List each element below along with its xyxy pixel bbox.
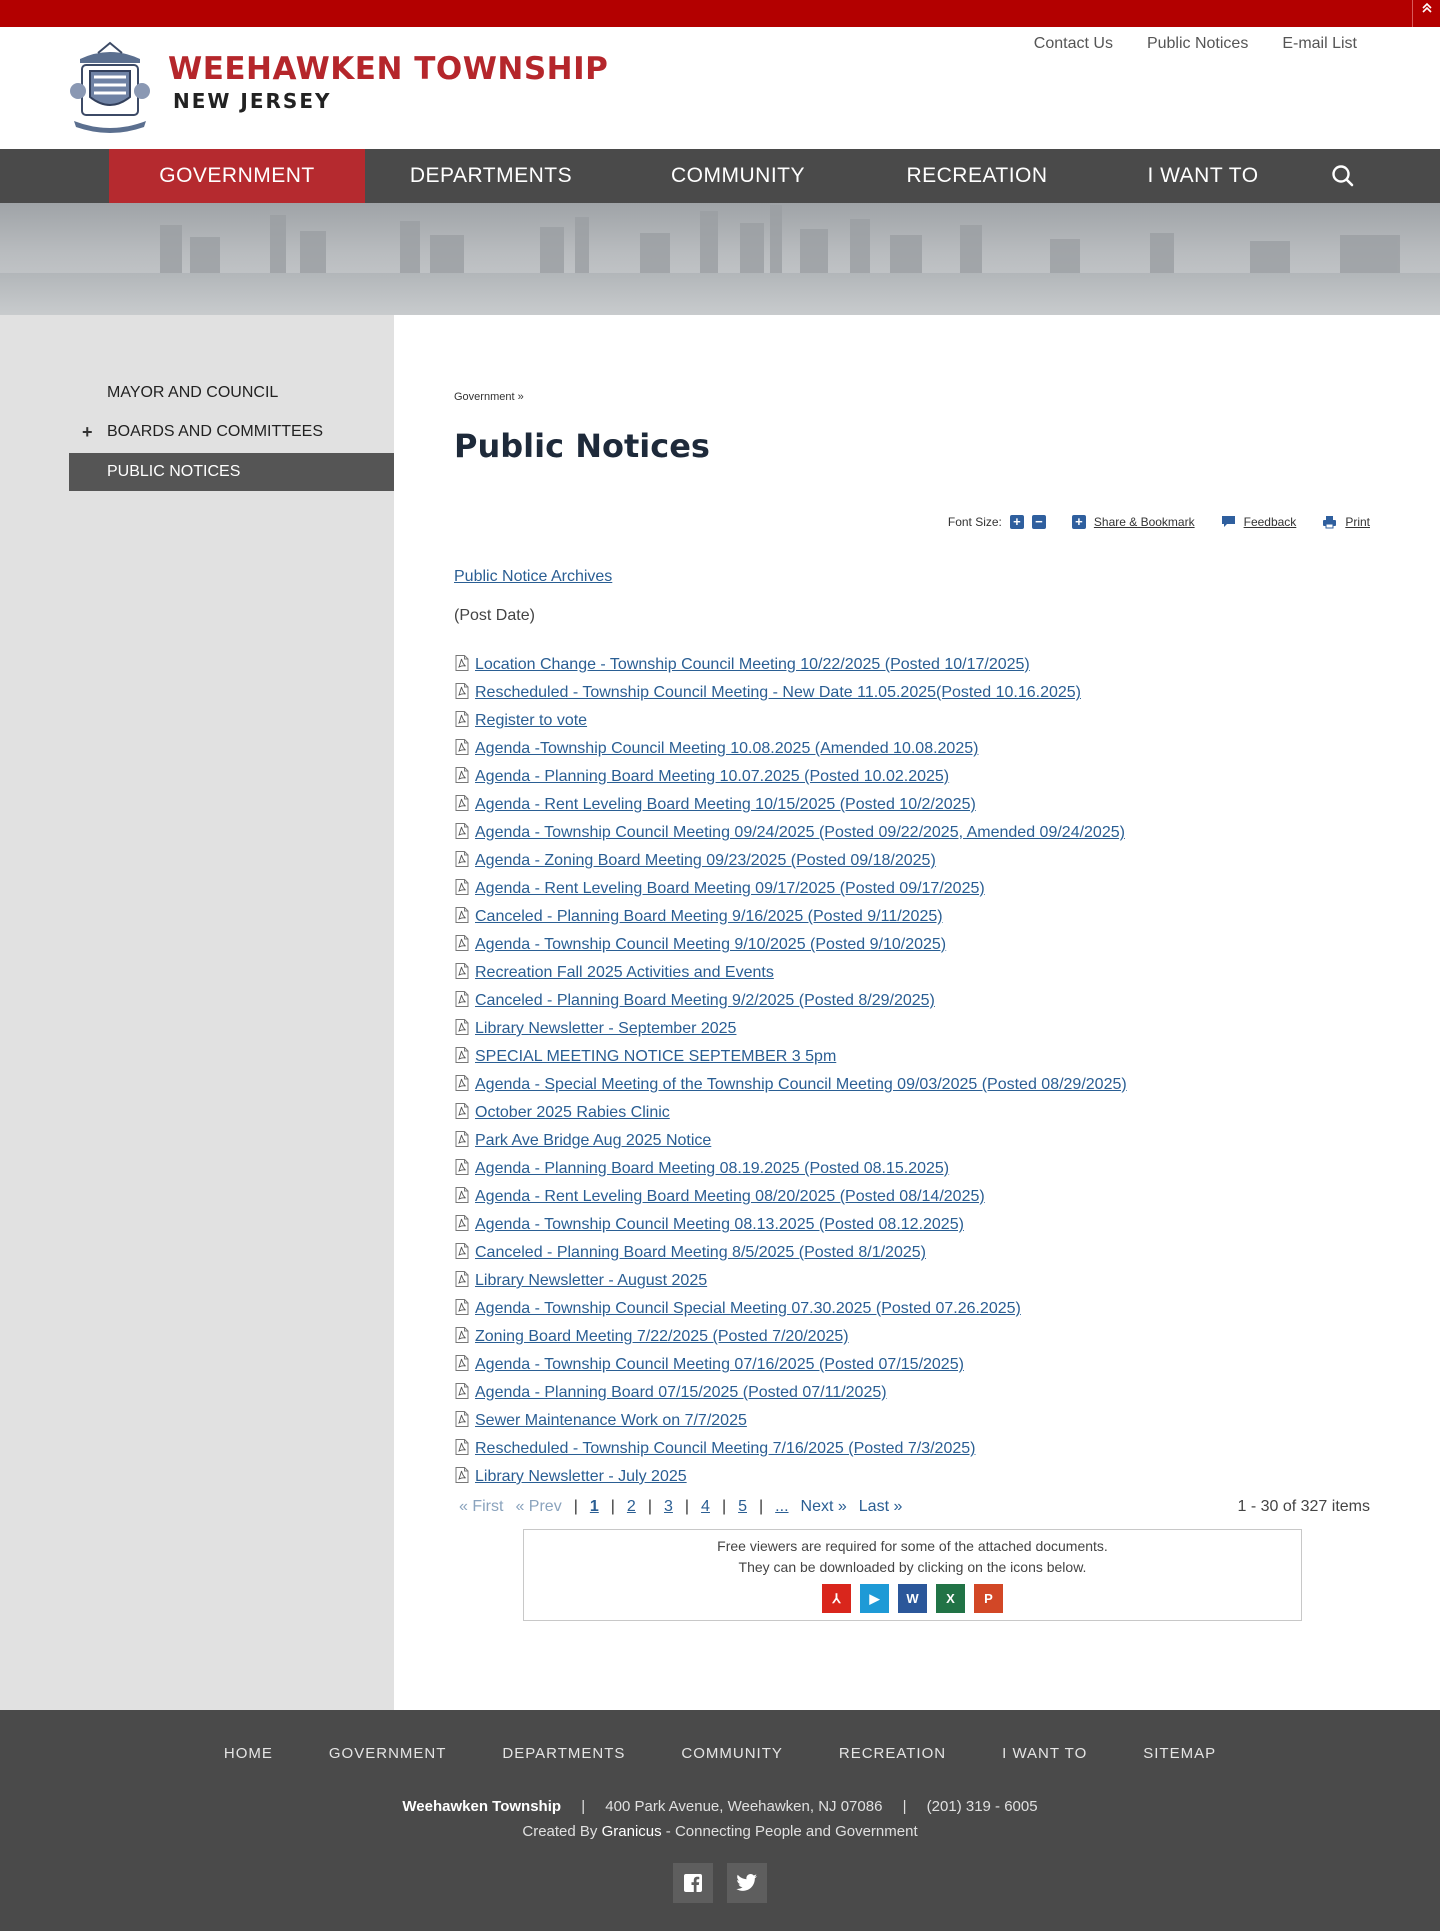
pager-prev: « Prev xyxy=(515,1498,562,1515)
main-navigation xyxy=(0,149,1440,203)
notice-link[interactable]: Agenda - Planning Board Meeting 10.07.2025 (Posted 10.02.2025) xyxy=(475,768,950,785)
pdf-file-icon xyxy=(454,1243,470,1259)
pdf-file-icon xyxy=(454,739,470,755)
pager-separator: | xyxy=(573,1498,578,1515)
footer-link-government[interactable]: GOVERNMENT xyxy=(328,1745,447,1762)
viewers-text-1: Free viewers are required for some of the attached documents. xyxy=(717,1538,1108,1554)
list-item xyxy=(454,1019,1354,1047)
notice-link[interactable]: Park Ave Bridge Aug 2025 Notice xyxy=(475,1132,712,1149)
list-item xyxy=(454,991,1354,1019)
notice-link[interactable]: October 2025 Rabies Clinic xyxy=(475,1104,670,1121)
notice-link[interactable]: Rescheduled - Township Council Meeting - New Date 11.05.2025(Posted 10.16.2025) xyxy=(475,684,1081,701)
pdf-file-icon xyxy=(454,823,470,839)
font-size-label: Font Size: xyxy=(947,515,1002,529)
pdf-file-icon xyxy=(454,1439,470,1455)
notice-link[interactable]: Agenda - Township Council Meeting 07/16/2025 (Posted 07/15/2025) xyxy=(475,1356,964,1373)
media-player-icon[interactable]: ▶ xyxy=(860,1584,889,1613)
pdf-file-icon xyxy=(454,1047,470,1063)
top-bar xyxy=(0,0,1440,27)
pager-ellipsis[interactable]: ... xyxy=(775,1498,789,1515)
notice-link[interactable]: Register to vote xyxy=(475,712,588,729)
share-bookmark-link[interactable]: Share & Bookmark xyxy=(1093,515,1195,529)
list-item xyxy=(454,1075,1354,1103)
font-decrease-icon[interactable]: − xyxy=(1032,515,1046,529)
footer-address: 400 Park Avenue, Weehawken, NJ 07086 xyxy=(605,1798,883,1815)
font-increase-icon[interactable]: + xyxy=(1010,515,1024,529)
notice-link[interactable]: Agenda - Township Council Meeting 9/10/2025 (Posted 9/10/2025) xyxy=(475,936,947,953)
email-list-link[interactable]: E-mail List xyxy=(1282,35,1357,52)
sidebar-item-label: MAYOR AND COUNCIL xyxy=(107,384,279,401)
list-item xyxy=(454,1103,1354,1131)
contact-us-link[interactable]: Contact Us xyxy=(1033,35,1113,52)
pager-next[interactable]: Next » xyxy=(800,1498,847,1515)
sidebar xyxy=(0,315,394,1710)
pager-page-4[interactable]: 4 xyxy=(701,1498,710,1515)
public-notices-link[interactable]: Public Notices xyxy=(1146,35,1249,52)
pdf-file-icon xyxy=(454,907,470,923)
pager-page-3[interactable]: 3 xyxy=(663,1498,673,1515)
list-item xyxy=(454,767,1354,795)
site-subtitle: NEW JERSEY xyxy=(173,89,332,113)
word-viewer-icon[interactable]: W xyxy=(898,1584,927,1613)
sidebar-item-mayor-and-council[interactable] xyxy=(69,374,394,412)
pdf-file-icon xyxy=(454,963,470,979)
pdf-file-icon xyxy=(454,879,470,895)
notice-link[interactable]: SPECIAL MEETING NOTICE SEPTEMBER 3 5pm xyxy=(475,1048,837,1065)
pdf-file-icon xyxy=(454,711,470,727)
list-item xyxy=(454,1439,1354,1467)
footer-contact xyxy=(0,1798,1440,1815)
hero-banner xyxy=(0,203,1440,315)
sidebar-item-public-notices[interactable] xyxy=(69,453,394,491)
notice-link[interactable]: Canceled - Planning Board Meeting 9/16/2025 (Posted 9/11/2025) xyxy=(475,908,943,925)
list-item xyxy=(454,823,1354,851)
footer-link-sitemap[interactable]: SITEMAP xyxy=(1143,1745,1217,1762)
expand-icon[interactable]: + xyxy=(82,422,93,442)
notice-link[interactable]: Agenda -Township Council Meeting 10.08.2025 (Amended 10.08.2025) xyxy=(475,740,979,757)
nav-government[interactable]: GOVERNMENT xyxy=(109,149,365,203)
list-item xyxy=(454,683,1354,711)
list-item xyxy=(454,1131,1354,1159)
notice-link[interactable]: Agenda - Special Meeting of the Township Council Meeting 09/03/2025 (Posted 08/29/2025) xyxy=(475,1076,1127,1093)
pager-separator: | xyxy=(684,1498,690,1515)
pdf-file-icon xyxy=(454,683,470,699)
list-item xyxy=(454,711,1354,739)
list-item xyxy=(454,907,1354,935)
pagination xyxy=(459,1498,902,1516)
footer-phone: (201) 319 - 6005 xyxy=(926,1798,1038,1815)
footer-link-home[interactable]: HOME xyxy=(223,1745,273,1762)
list-item xyxy=(454,739,1354,767)
pdf-file-icon xyxy=(454,1159,470,1175)
excel-viewer-icon[interactable]: X xyxy=(936,1584,965,1613)
footer-link-i-want-to[interactable]: I WANT TO xyxy=(1002,1745,1088,1762)
site-title[interactable]: WEEHAWKEN TOWNSHIP xyxy=(168,51,609,87)
list-item xyxy=(454,1411,1354,1439)
notice-list xyxy=(454,655,1354,1495)
site-header xyxy=(0,27,1440,149)
notice-link[interactable]: Zoning Board Meeting 7/22/2025 (Posted 7/20/2025) xyxy=(475,1328,849,1345)
pager-separator: | xyxy=(759,1498,764,1515)
footer-link-recreation[interactable]: RECREATION xyxy=(838,1745,947,1762)
pdf-file-icon xyxy=(454,1019,470,1035)
pager-last[interactable]: Last » xyxy=(858,1498,903,1515)
footer-separator: | xyxy=(902,1798,907,1815)
pdf-file-icon xyxy=(454,1327,470,1343)
pager-page-2[interactable]: 2 xyxy=(626,1498,636,1515)
pdf-file-icon xyxy=(454,1215,470,1231)
sidebar-item-boards-and-committees[interactable] xyxy=(69,413,394,451)
sidebar-item-label: BOARDS AND COMMITTEES xyxy=(107,423,324,440)
notice-link[interactable]: Agenda - Zoning Board Meeting 09/23/2025 (Posted 09/18/2025) xyxy=(475,852,936,869)
list-item xyxy=(454,1383,1354,1411)
nav-recreation[interactable]: RECREATION xyxy=(906,164,1048,187)
pager-first: « First xyxy=(459,1498,504,1515)
list-item xyxy=(454,1215,1354,1243)
notice-link[interactable]: Agenda - Rent Leveling Board Meeting 10/15/2025 (Posted 10/2/2025) xyxy=(475,796,976,813)
pdf-file-icon xyxy=(454,1383,470,1399)
list-item xyxy=(454,963,1354,991)
list-item xyxy=(454,1467,1354,1495)
pdf-file-icon xyxy=(454,795,470,811)
pdf-file-icon xyxy=(454,1271,470,1287)
print-icon[interactable] xyxy=(1322,515,1337,529)
breadcrumb[interactable]: Government » xyxy=(454,391,524,403)
page-title: Public Notices xyxy=(454,427,710,465)
page-tools xyxy=(948,515,1370,529)
pdf-file-icon xyxy=(454,851,470,867)
notice-link[interactable]: Agenda - Township Council Meeting 08.13.2025 (Posted 08.12.2025) xyxy=(475,1216,964,1233)
notice-link[interactable]: Agenda - Rent Leveling Board Meeting 09/17/2025 (Posted 09/17/2025) xyxy=(475,880,985,897)
footer-created-by: Created By xyxy=(522,1823,598,1840)
footer-link-departments[interactable]: DEPARTMENTS xyxy=(502,1745,626,1762)
notice-link[interactable]: Library Newsletter - August 2025 xyxy=(475,1272,708,1289)
list-item xyxy=(454,1187,1354,1215)
pager-page-1[interactable]: 1 xyxy=(589,1498,599,1515)
nav-departments[interactable]: DEPARTMENTS xyxy=(409,164,573,187)
notice-link[interactable]: Sewer Maintenance Work on 7/7/2025 xyxy=(475,1412,747,1429)
scroll-top-icon[interactable] xyxy=(1412,0,1440,27)
pdf-file-icon xyxy=(454,1467,470,1483)
pdf-file-icon xyxy=(454,1131,470,1147)
pdf-file-icon xyxy=(454,1075,470,1091)
feedback-icon[interactable] xyxy=(1221,515,1236,529)
notice-link[interactable]: Recreation Fall 2025 Activities and Events xyxy=(475,964,774,981)
township-seal-icon[interactable] xyxy=(68,41,152,137)
list-item xyxy=(454,1299,1354,1327)
search-icon[interactable] xyxy=(1330,163,1356,189)
footer-org-name: Weehawken Township xyxy=(402,1798,562,1815)
notice-link[interactable]: Agenda - Rent Leveling Board Meeting 08/20/2025 (Posted 08/14/2025) xyxy=(475,1188,985,1205)
notice-link[interactable]: Location Change - Township Council Meeting 10/22/2025 (Posted 10/17/2025) xyxy=(475,656,1030,673)
pdf-file-icon xyxy=(454,935,470,951)
share-icon[interactable]: + xyxy=(1072,515,1086,529)
list-item xyxy=(454,1047,1354,1075)
pdf-file-icon xyxy=(454,655,470,671)
footer-tagline: - Connecting People and Government xyxy=(665,1823,918,1840)
pdf-file-icon xyxy=(454,1187,470,1203)
notice-link[interactable]: Library Newsletter - September 2025 xyxy=(475,1020,737,1037)
hero-water xyxy=(0,273,1440,315)
footer-separator: | xyxy=(581,1798,586,1815)
nav-community[interactable]: COMMUNITY xyxy=(671,164,805,187)
pdf-file-icon xyxy=(454,1299,470,1315)
feedback-link[interactable]: Feedback xyxy=(1243,515,1297,529)
facebook-icon[interactable] xyxy=(673,1863,713,1903)
pdf-file-icon xyxy=(454,991,470,1007)
list-item xyxy=(454,1243,1354,1271)
acrobat-reader-icon[interactable]: ⅄ xyxy=(822,1584,851,1613)
list-item xyxy=(454,795,1354,823)
granicus-link[interactable]: Granicus xyxy=(601,1823,662,1840)
notice-link[interactable]: Agenda - Township Council Meeting 09/24/2025 (Posted 09/22/2025, Amended 09/24/2025) xyxy=(475,824,1125,841)
notice-link[interactable]: Canceled - Planning Board Meeting 9/2/2025 (Posted 8/29/2025) xyxy=(475,992,935,1009)
viewers-box xyxy=(523,1529,1302,1621)
sort-label: (Post Date) xyxy=(454,607,535,624)
skyline-image xyxy=(0,205,1440,275)
viewer-icons xyxy=(524,1584,1301,1613)
list-item xyxy=(454,1271,1354,1299)
list-item xyxy=(454,1355,1354,1383)
list-item xyxy=(454,1327,1354,1355)
pdf-file-icon xyxy=(454,767,470,783)
main-content xyxy=(394,315,1440,1710)
viewers-text-2: They can be downloaded by clicking on the icons below. xyxy=(738,1559,1087,1575)
pager-separator: | xyxy=(647,1498,652,1515)
pdf-file-icon xyxy=(454,1411,470,1427)
item-count: 1 - 30 of 327 items xyxy=(1237,1498,1370,1515)
pager-page-5[interactable]: 5 xyxy=(738,1498,748,1515)
nav-i-want-to[interactable]: I WANT TO xyxy=(1147,164,1259,187)
notice-link[interactable]: Agenda - Planning Board Meeting 08.19.2025 (Posted 08.15.2025) xyxy=(475,1160,950,1177)
print-link[interactable]: Print xyxy=(1345,515,1370,529)
footer-link-community[interactable]: COMMUNITY xyxy=(681,1745,783,1762)
notice-link[interactable]: Agenda - Township Council Special Meeting 07.30.2025 (Posted 07.26.2025) xyxy=(475,1300,1021,1317)
twitter-icon[interactable] xyxy=(727,1863,767,1903)
pager-separator: | xyxy=(610,1498,615,1515)
footer-credit xyxy=(0,1823,1440,1840)
notice-link[interactable]: Canceled - Planning Board Meeting 8/5/2025 (Posted 8/1/2025) xyxy=(475,1244,926,1261)
footer-nav xyxy=(0,1745,1440,1762)
notice-link[interactable]: Agenda - Planning Board 07/15/2025 (Posted 07/11/2025) xyxy=(475,1384,887,1401)
list-item xyxy=(454,935,1354,963)
list-item xyxy=(454,1159,1354,1187)
notice-link[interactable]: Rescheduled - Township Council Meeting 7/16/2025 (Posted 7/3/2025) xyxy=(475,1440,976,1457)
powerpoint-viewer-icon[interactable]: P xyxy=(974,1584,1003,1613)
list-item xyxy=(454,879,1354,907)
list-item xyxy=(454,851,1354,879)
archives-link[interactable]: Public Notice Archives xyxy=(454,568,613,585)
notice-link[interactable]: Library Newsletter - July 2025 xyxy=(475,1468,687,1485)
list-item xyxy=(454,655,1354,683)
site-footer xyxy=(0,1710,1440,1931)
pager-separator: | xyxy=(721,1498,727,1515)
pdf-file-icon xyxy=(454,1355,470,1371)
pdf-file-icon xyxy=(454,1103,470,1119)
sidebar-item-label: PUBLIC NOTICES xyxy=(107,463,241,480)
utility-links xyxy=(1034,35,1357,53)
